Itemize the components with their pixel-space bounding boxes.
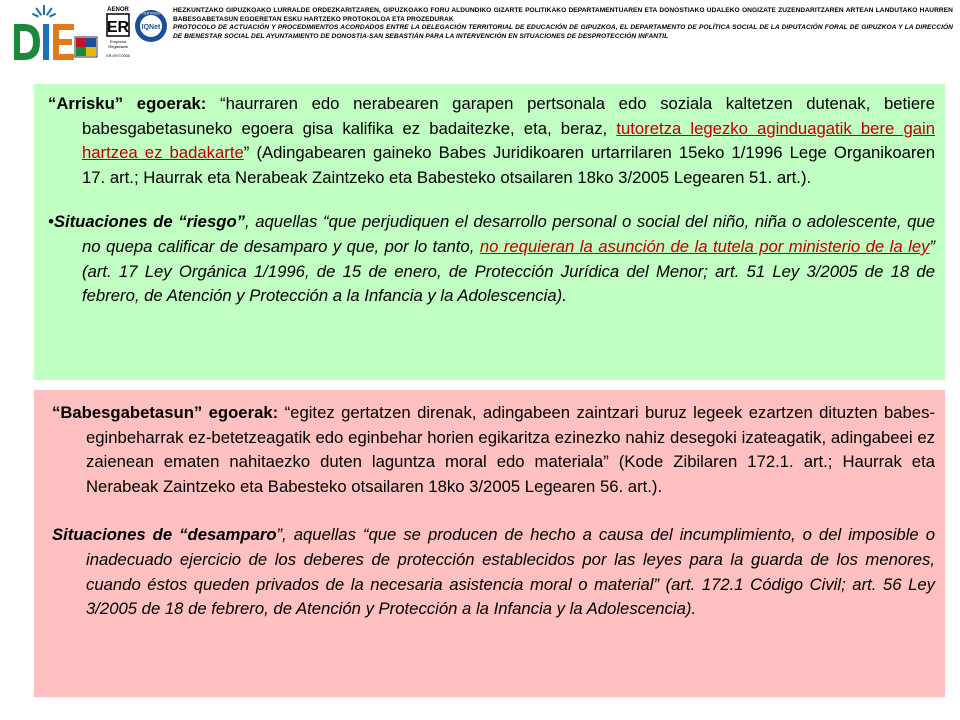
aenor-er-text: ER [106,19,130,36]
aenor-label: AENOR [107,7,129,13]
desamparo-paragraph [52,523,935,621]
aenor-code: ER-0977/2008 [106,54,130,58]
arrisku-term: “Arrisku” egoerak: [48,94,207,113]
desamparo-text: ”, aquellas “que se producen de hecho a causa del incumplimiento, o del imposible o inadecuado ejercicio de los deberes de protección establecidos por las leyes para la guarda de los menores, cuando éstos queden privados de la necesaria asistencia moral o material” (art. 172.1 Código Civil; art. 56 Ley 3/2005 de 18 de febrero, de Atención y Protección a la Infancia y la Adolescencia). [86,525,935,619]
aenor-sub1: Empresa [109,39,127,44]
gipuzkoa-crest-icon [74,36,98,58]
arrisku-paragraph [48,92,935,190]
risk-definition-box [34,84,945,380]
arrisku-text-b: ” (Adingabearen gaineko Babes Juridikoaren urtarrilaren 15eko 1/1996 Lege Organikoaren 17. art.; Haurrak eta Nerabeak Zaintzeko eta Babesteko otsailaren 18ko 3/2005 Legearen 51. art.). [82,143,935,187]
riesgo-paragraph [48,210,935,308]
arrisku-underlined: tutoretza legezko aginduagatik bere gain hartzea ez badakarte [82,118,935,163]
riesgo-bullet: • [48,212,54,232]
riesgo-underlined: no requieran la asunción de la tutela por ministerio de la ley [479,236,930,256]
riesgo-text-b: ” (art. 17 Ley Orgánica 1/1996, de 15 de enero, de Protección Jurídica del Menor; art. 51 Ley 3/2005 de 18 de febrero, de Atención y Protección a la Infancia y la Adolescencia). [82,236,935,306]
aenor-sub2: Registrada [108,44,128,49]
iqnet-label: IQNet [141,24,161,31]
babesgabetasun-text: “egitez gertatzen direnak, adingabeen zaintzari buruz legeek ezartzen dituzten babes-eginbeharrak ez-betetzeagatik edo eginbehar horien egikaritza ezinezko nahiz desegoki izateagatik, adingabeei ez zaienean ematen nahitaezko duten laguntza moral edo materiala” (Kode Zibilaren 172.1. art.; Haurrak eta Nerabeak Zaintzeko eta Babesteko otsailaren 18ko 3/2005 Legearen 56. art.). [86,403,935,496]
document-header [173,7,953,41]
desamparo-term: Situaciones de “desamparo [52,525,277,545]
header-spanish-title: PROTOCOLO DE ACTUACIÓN Y PROCEDIMIENTOS ACORDADOS ENTRE LA DELEGACIÓN TERRITORIAL DE EDUCACIÓN DE GIPUZKOA, EL DEPARTAMENTO DE POLÍTICA SOCIAL DE LA DIPUTACIÓN FORAL DE GIPUZKOA Y LA DIRECCIÓN DE BIENESTAR SOCIAL DEL AYUNTAMIENTO DE DONOSTIA-SAN SEBASTIÁN PARA LA INTERVENCIÓN EN SITUACIONES DE DESPROTECCIÓN INFANTIL [173,24,953,40]
riesgo-term: Situaciones de “riesgo” [53,212,245,232]
riesgo-text-a: , aquellas “que perjudiquen el desarrollo personal o social del niño, niña o adolescente, que no quepa calificar de desamparo y que, por lo tanto, [82,212,935,256]
aenor-er-logo [104,4,132,60]
arrisku-text-a: “haurraren edo nerabearen garapen pertsonala edo soziala kaltetzen dutenak, betiere babesgabetasuneko egoera gisa kalifika ez badaitezke, eta, beraz, [82,94,935,138]
iqnet-logo [134,8,168,44]
header-basque-title: HEZKUNTZAKO GIPUZKOAKO LURRALDE ORDEZKARITZAREN, GIPUZKOAKO FORU ALDUNDIKO GIZARTE POLITIKAKO DEPARTAMENTUAREN ETA DONOSTIAKO UDALEKO ONGIZATE ZUZENDARITZAREN ARTEAN LANDUTAKO HAURREN BABESGABETASUN EGOERETAN ESKU HARTZEKO PROTOKOLOA ETA PROZEDURAK [173,7,953,23]
babesgabetasun-term: “Babesgabetasun” egoerak: [52,403,279,422]
desamparo-definition-box [34,390,945,697]
iqnet-ring-text: CERTIFIED [142,11,160,16]
babesgabetasun-paragraph [52,401,935,499]
